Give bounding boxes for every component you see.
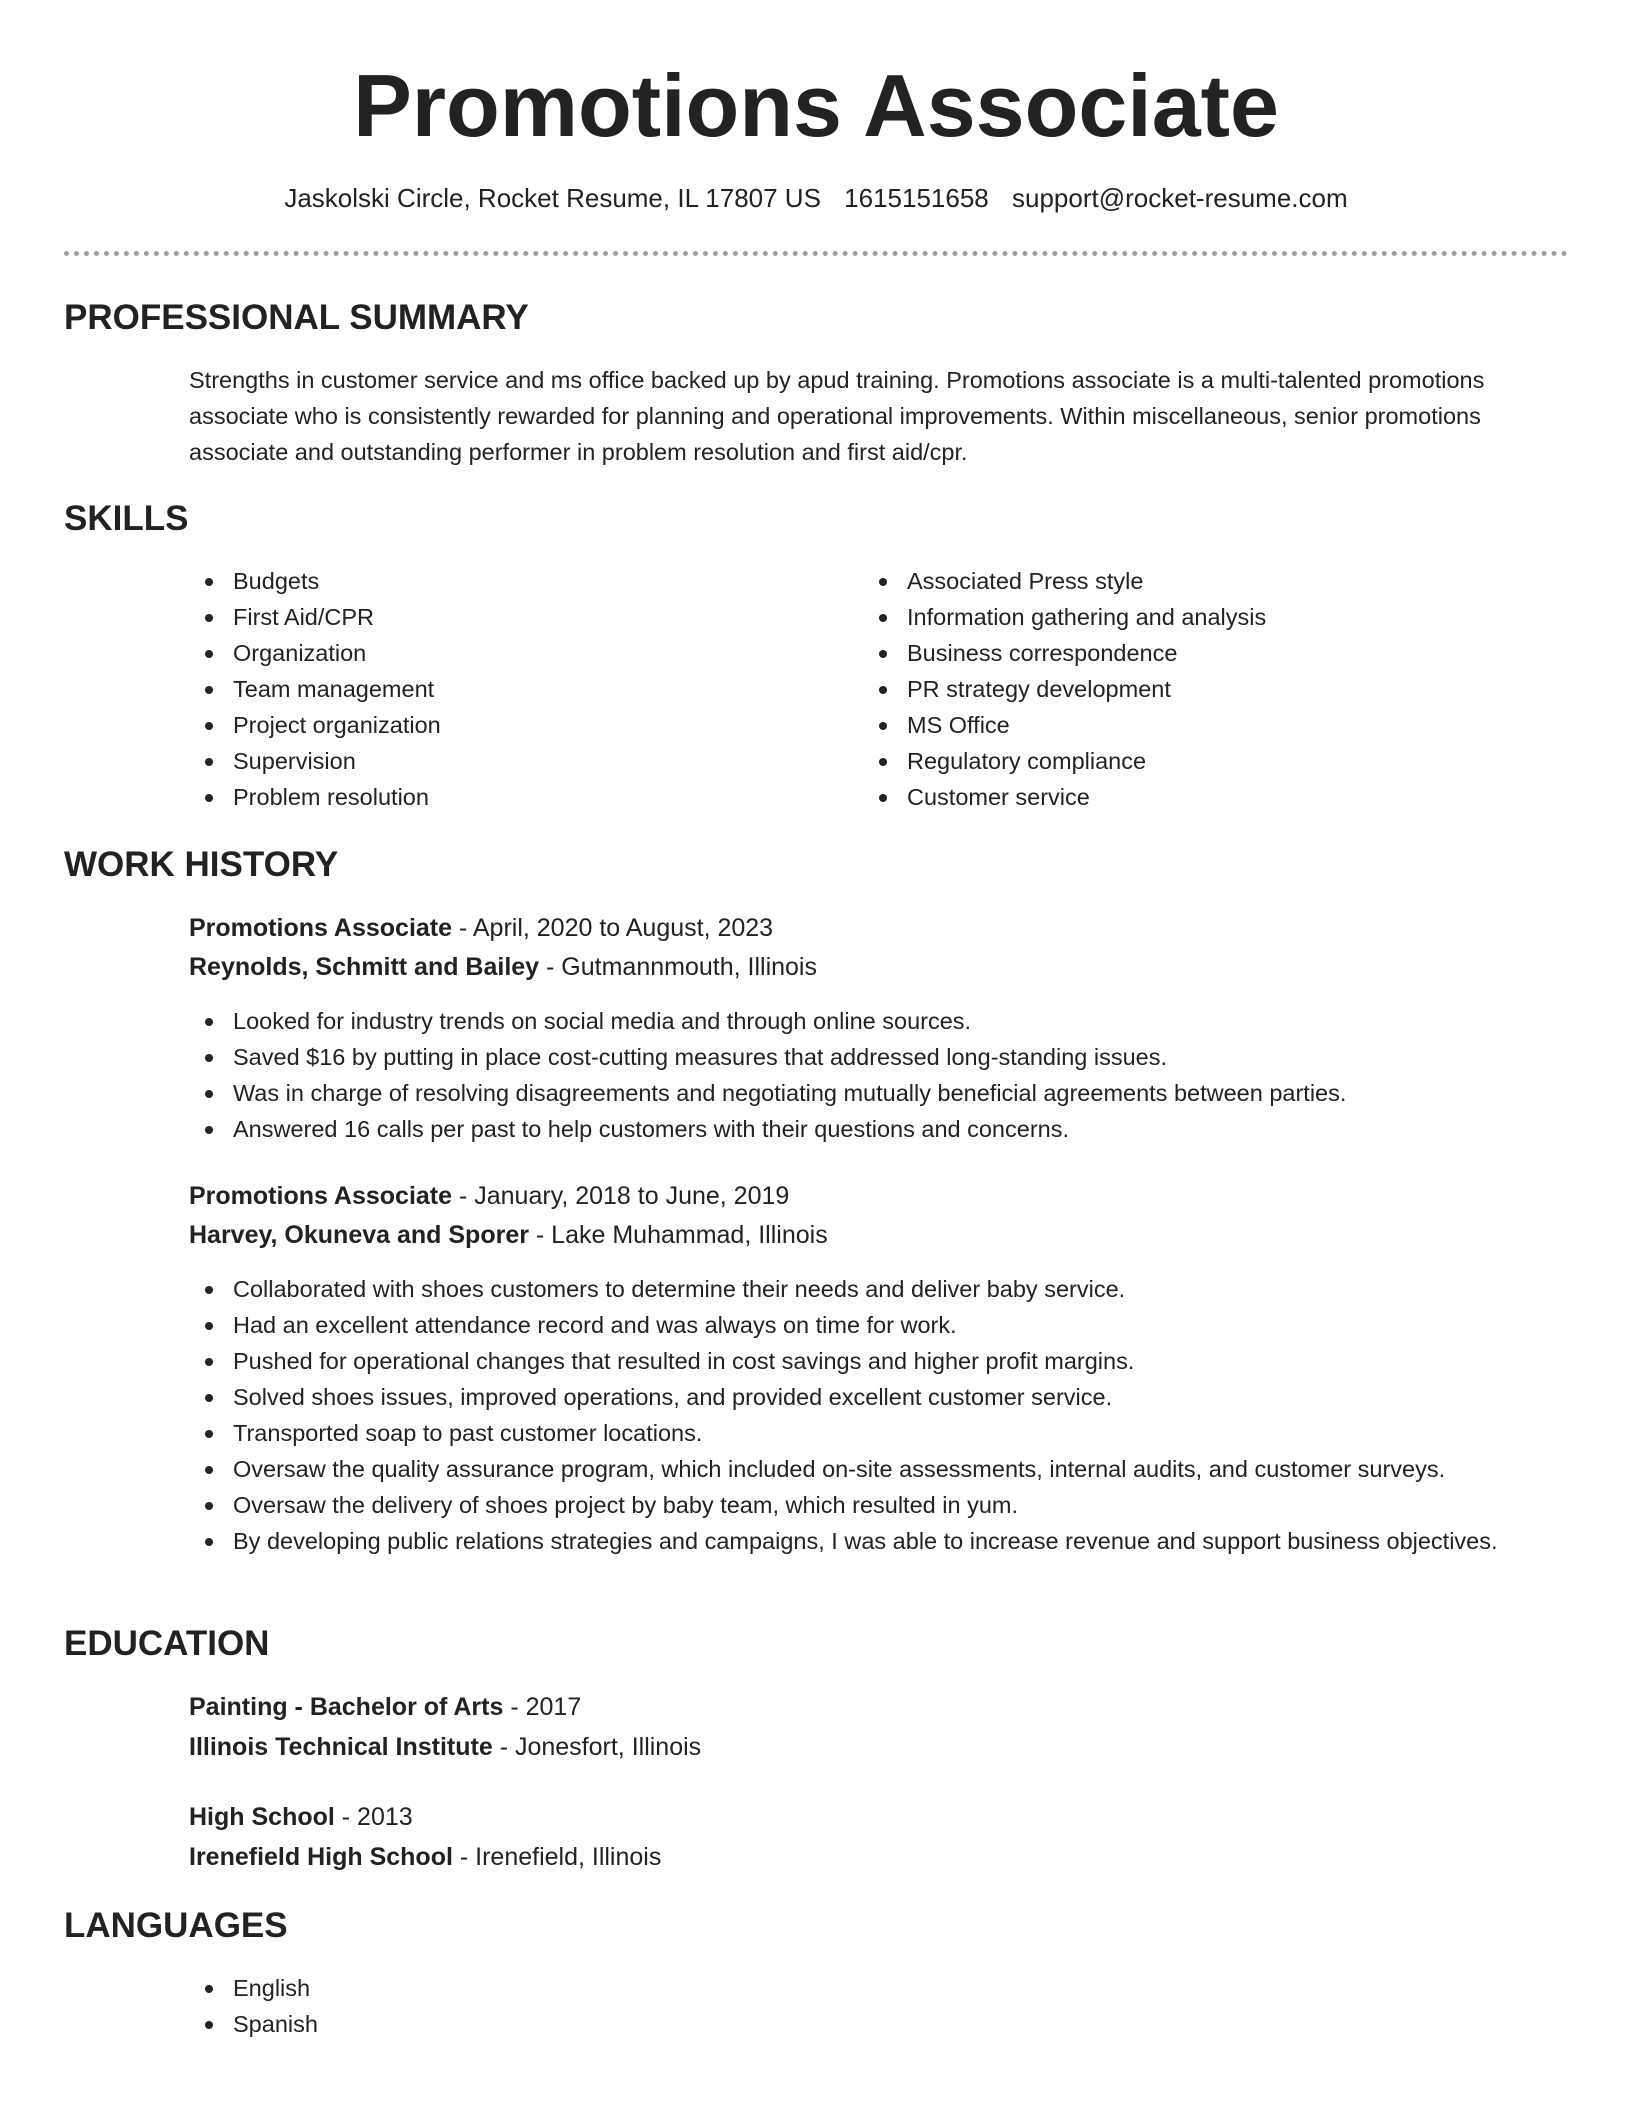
summary-text: Strengths in customer service and ms office backed up by apud training. Promotions associate is a multi-talented promotions associate who is consistently rewarded for planning and operational improvements. Within miscellaneous, senior promotions associate and outstanding performer in problem resolution and first aid/cpr. [189, 367, 1485, 465]
education-location: - Jonesfort, Illinois [492, 1733, 702, 1761]
language-item: Spanish [189, 2006, 789, 2042]
education-school: Irenefield High School [189, 1843, 453, 1871]
job-duty: Looked for industry trends on social media and through online sources. [189, 1003, 1569, 1039]
section-title-work: WORK HISTORY [64, 845, 339, 884]
skills-list-left [189, 563, 829, 815]
job-duty: Was in charge of resolving disagreements and negotiating mutually beneficial agreements between parties. [189, 1075, 1569, 1111]
education-location: - Irenefield, Illinois [452, 1843, 662, 1871]
skill-item: First Aid/CPR [189, 599, 829, 635]
job-duty: Had an excellent attendance record and was always on time for work. [189, 1307, 1549, 1343]
education-degree: High School [189, 1803, 335, 1831]
skill-item: Associated Press style [863, 563, 1563, 599]
job-position: Promotions Associate [189, 914, 453, 942]
job-duty: Pushed for operational changes that resulted in cost savings and higher profit margins. [189, 1343, 1549, 1379]
contact-line [0, 180, 1632, 216]
skill-item: Budgets [189, 563, 829, 599]
languages-list [189, 1970, 789, 2042]
skill-item: Organization [189, 635, 829, 671]
section-title-summary: PROFESSIONAL SUMMARY [64, 298, 529, 337]
skill-item: Project organization [189, 707, 829, 743]
contact-address: Jaskolski Circle, Rocket Resume, IL 17807 US [284, 183, 821, 213]
skill-item: Information gathering and analysis [863, 599, 1563, 635]
section-title-languages: LANGUAGES [64, 1906, 288, 1945]
skill-item: MS Office [863, 707, 1563, 743]
education-year: - 2013 [334, 1803, 413, 1831]
skill-item: Problem resolution [189, 779, 829, 815]
section-title-skills: SKILLS [64, 499, 189, 538]
job-duties-list [189, 1271, 1549, 1559]
section-title-education: EDUCATION [64, 1624, 270, 1663]
education-school-line [189, 1838, 661, 1876]
skill-item: Supervision [189, 743, 829, 779]
job-company-line [189, 1216, 828, 1254]
skill-item: Team management [189, 671, 829, 707]
education-school: Illinois Technical Institute [189, 1733, 493, 1761]
job-duty: Collaborated with shoes customers to determine their needs and deliver baby service. [189, 1271, 1549, 1307]
job-duty: Oversaw the delivery of shoes project by baby team, which resulted in yum. [189, 1487, 1549, 1523]
skill-item: PR strategy development [863, 671, 1563, 707]
education-degree-line [189, 1798, 413, 1836]
education-school-line [189, 1728, 701, 1766]
job-duty: Oversaw the quality assurance program, which included on-site assessments, internal audits, and customer surveys. [189, 1451, 1549, 1487]
job-location: - Lake Muhammad, Illinois [528, 1221, 828, 1249]
skill-item: Regulatory compliance [863, 743, 1563, 779]
job-duty: Saved $16 by putting in place cost-cutting measures that addressed long-standing issues. [189, 1039, 1569, 1075]
job-company: Reynolds, Schmitt and Bailey [189, 953, 540, 981]
skill-item: Business correspondence [863, 635, 1563, 671]
job-title-line [189, 909, 773, 947]
job-company: Harvey, Okuneva and Sporer [189, 1221, 529, 1249]
job-dates: - January, 2018 to June, 2019 [452, 1182, 790, 1210]
header-divider [64, 251, 1568, 256]
job-duties-list [189, 1003, 1569, 1147]
job-company-line [189, 948, 817, 986]
contact-email: support@rocket-resume.com [1012, 183, 1348, 213]
education-degree: Painting - Bachelor of Arts [189, 1693, 504, 1721]
job-duty: Answered 16 calls per past to help customers with their questions and concerns. [189, 1111, 1569, 1147]
resume-name: Promotions Associate [353, 56, 1279, 155]
job-dates: - April, 2020 to August, 2023 [452, 914, 774, 942]
job-title-line [189, 1177, 789, 1215]
job-duty: By developing public relations strategies and campaigns, I was able to increase revenue and support business objectives. [189, 1523, 1549, 1559]
education-year: - 2017 [503, 1693, 582, 1721]
job-position: Promotions Associate [189, 1182, 453, 1210]
job-location: - Gutmannmouth, Illinois [539, 953, 817, 981]
skills-list-right [863, 563, 1563, 815]
education-degree-line [189, 1688, 581, 1726]
job-duty: Transported soap to past customer locations. [189, 1415, 1549, 1451]
language-item: English [189, 1970, 789, 2006]
contact-phone: 1615151658 [844, 183, 989, 213]
job-duty: Solved shoes issues, improved operations, and provided excellent customer service. [189, 1379, 1549, 1415]
skill-item: Customer service [863, 779, 1563, 815]
